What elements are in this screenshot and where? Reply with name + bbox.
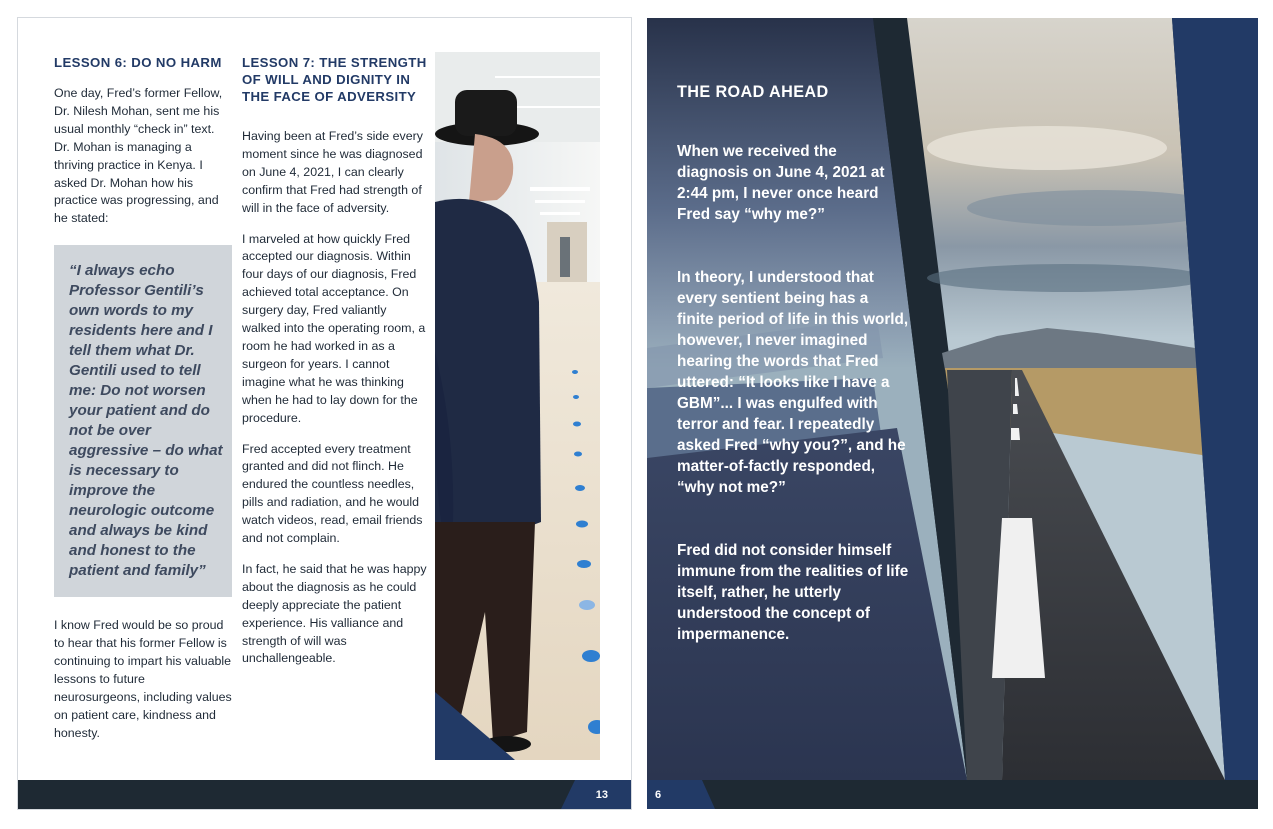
lesson6-column bbox=[54, 54, 232, 743]
lesson6-paragraph-2: I know Fred would be so proud to hear that his former Fellow is continuing to impart his valuable lessons to future neurosurgeons, including values on patient care, kindness and honesty. bbox=[54, 618, 232, 740]
right-page bbox=[647, 18, 1258, 809]
quote-box bbox=[54, 245, 232, 597]
section-title: THE ROAD AHEAD bbox=[677, 83, 829, 101]
footer-bar bbox=[18, 780, 631, 809]
left-page bbox=[18, 18, 631, 809]
road-paragraph-1: When we received the diagnosis on June 4, 2021 at 2:44 pm, I never once heard Fred say “why me?” bbox=[677, 143, 885, 223]
lesson6-heading: LESSON 6: DO NO HARM bbox=[54, 55, 222, 70]
lesson7-paragraph-3: Fred accepted every treatment granted and did not flinch. He endured the countless needles, pills and radiation, and he would watch videos, read, email friends and not complain. bbox=[242, 441, 423, 546]
road-paragraph-2: In theory, I understood that every sentient being has a finite period of life in this world, however, I never imagined hearing the words that Fred uttered: “It looks like I have a GBM”... I was engulfed with terror and fear. I repeatedly asked Fred “why you?”, and he matter-of-factly responded, “why not me?” bbox=[677, 269, 909, 496]
lesson7-heading: LESSON 7: THE STRENGTH OF WILL AND DIGNITY IN THE FACE OF ADVERSITY bbox=[242, 55, 427, 104]
road-paragraph-3: Fred did not consider himself immune from the realities of life itself, rather, he utterly understood the concept of impermanence. bbox=[677, 542, 909, 643]
hospital-hallway-photo bbox=[435, 52, 600, 760]
lesson7-paragraph-4: In fact, he said that he was happy about the diagnosis as he could deeply appreciate the patient experience. His valliance and strength of will was unchallengeable. bbox=[242, 561, 427, 666]
quote-text: “I always echo Professor Gentili’s own words to my residents here and I tell them what Dr. Gentili used to tell me: Do not worsen your patient and do not be over aggressive – do what is necessary to improve the neurologic outcome and always be kind and honest to the patient and family” bbox=[69, 262, 223, 580]
lesson7-paragraph-1: Having been at Fred’s side every moment since he was diagnosed on June 4, 2021, I can clearly confirm that Fred had strength of will in the face of adversity. bbox=[242, 129, 423, 215]
page-number: 6 bbox=[655, 789, 662, 801]
lesson7-column bbox=[242, 54, 428, 668]
lesson6-paragraph-1: One day, Fred’s former Fellow, Dr. Nilesh Mohan, sent me his usual monthly “check in” text. Dr. Mohan is managing a thriving practice in Kenya. I asked Dr. Mohan how his practice was progressing, and he stated: bbox=[54, 86, 223, 226]
page-number: 13 bbox=[595, 789, 608, 801]
lesson7-paragraph-2: I marveled at how quickly Fred accepted our diagnosis. Within four days of our diagnosis, Fred achieved total acceptance. On surgery day, Fred valiantly walked into the operating room, a room he had worked in as a surgeon for years. I cannot imagine what he was thinking when he had to lay down for the procedure. bbox=[242, 231, 426, 425]
